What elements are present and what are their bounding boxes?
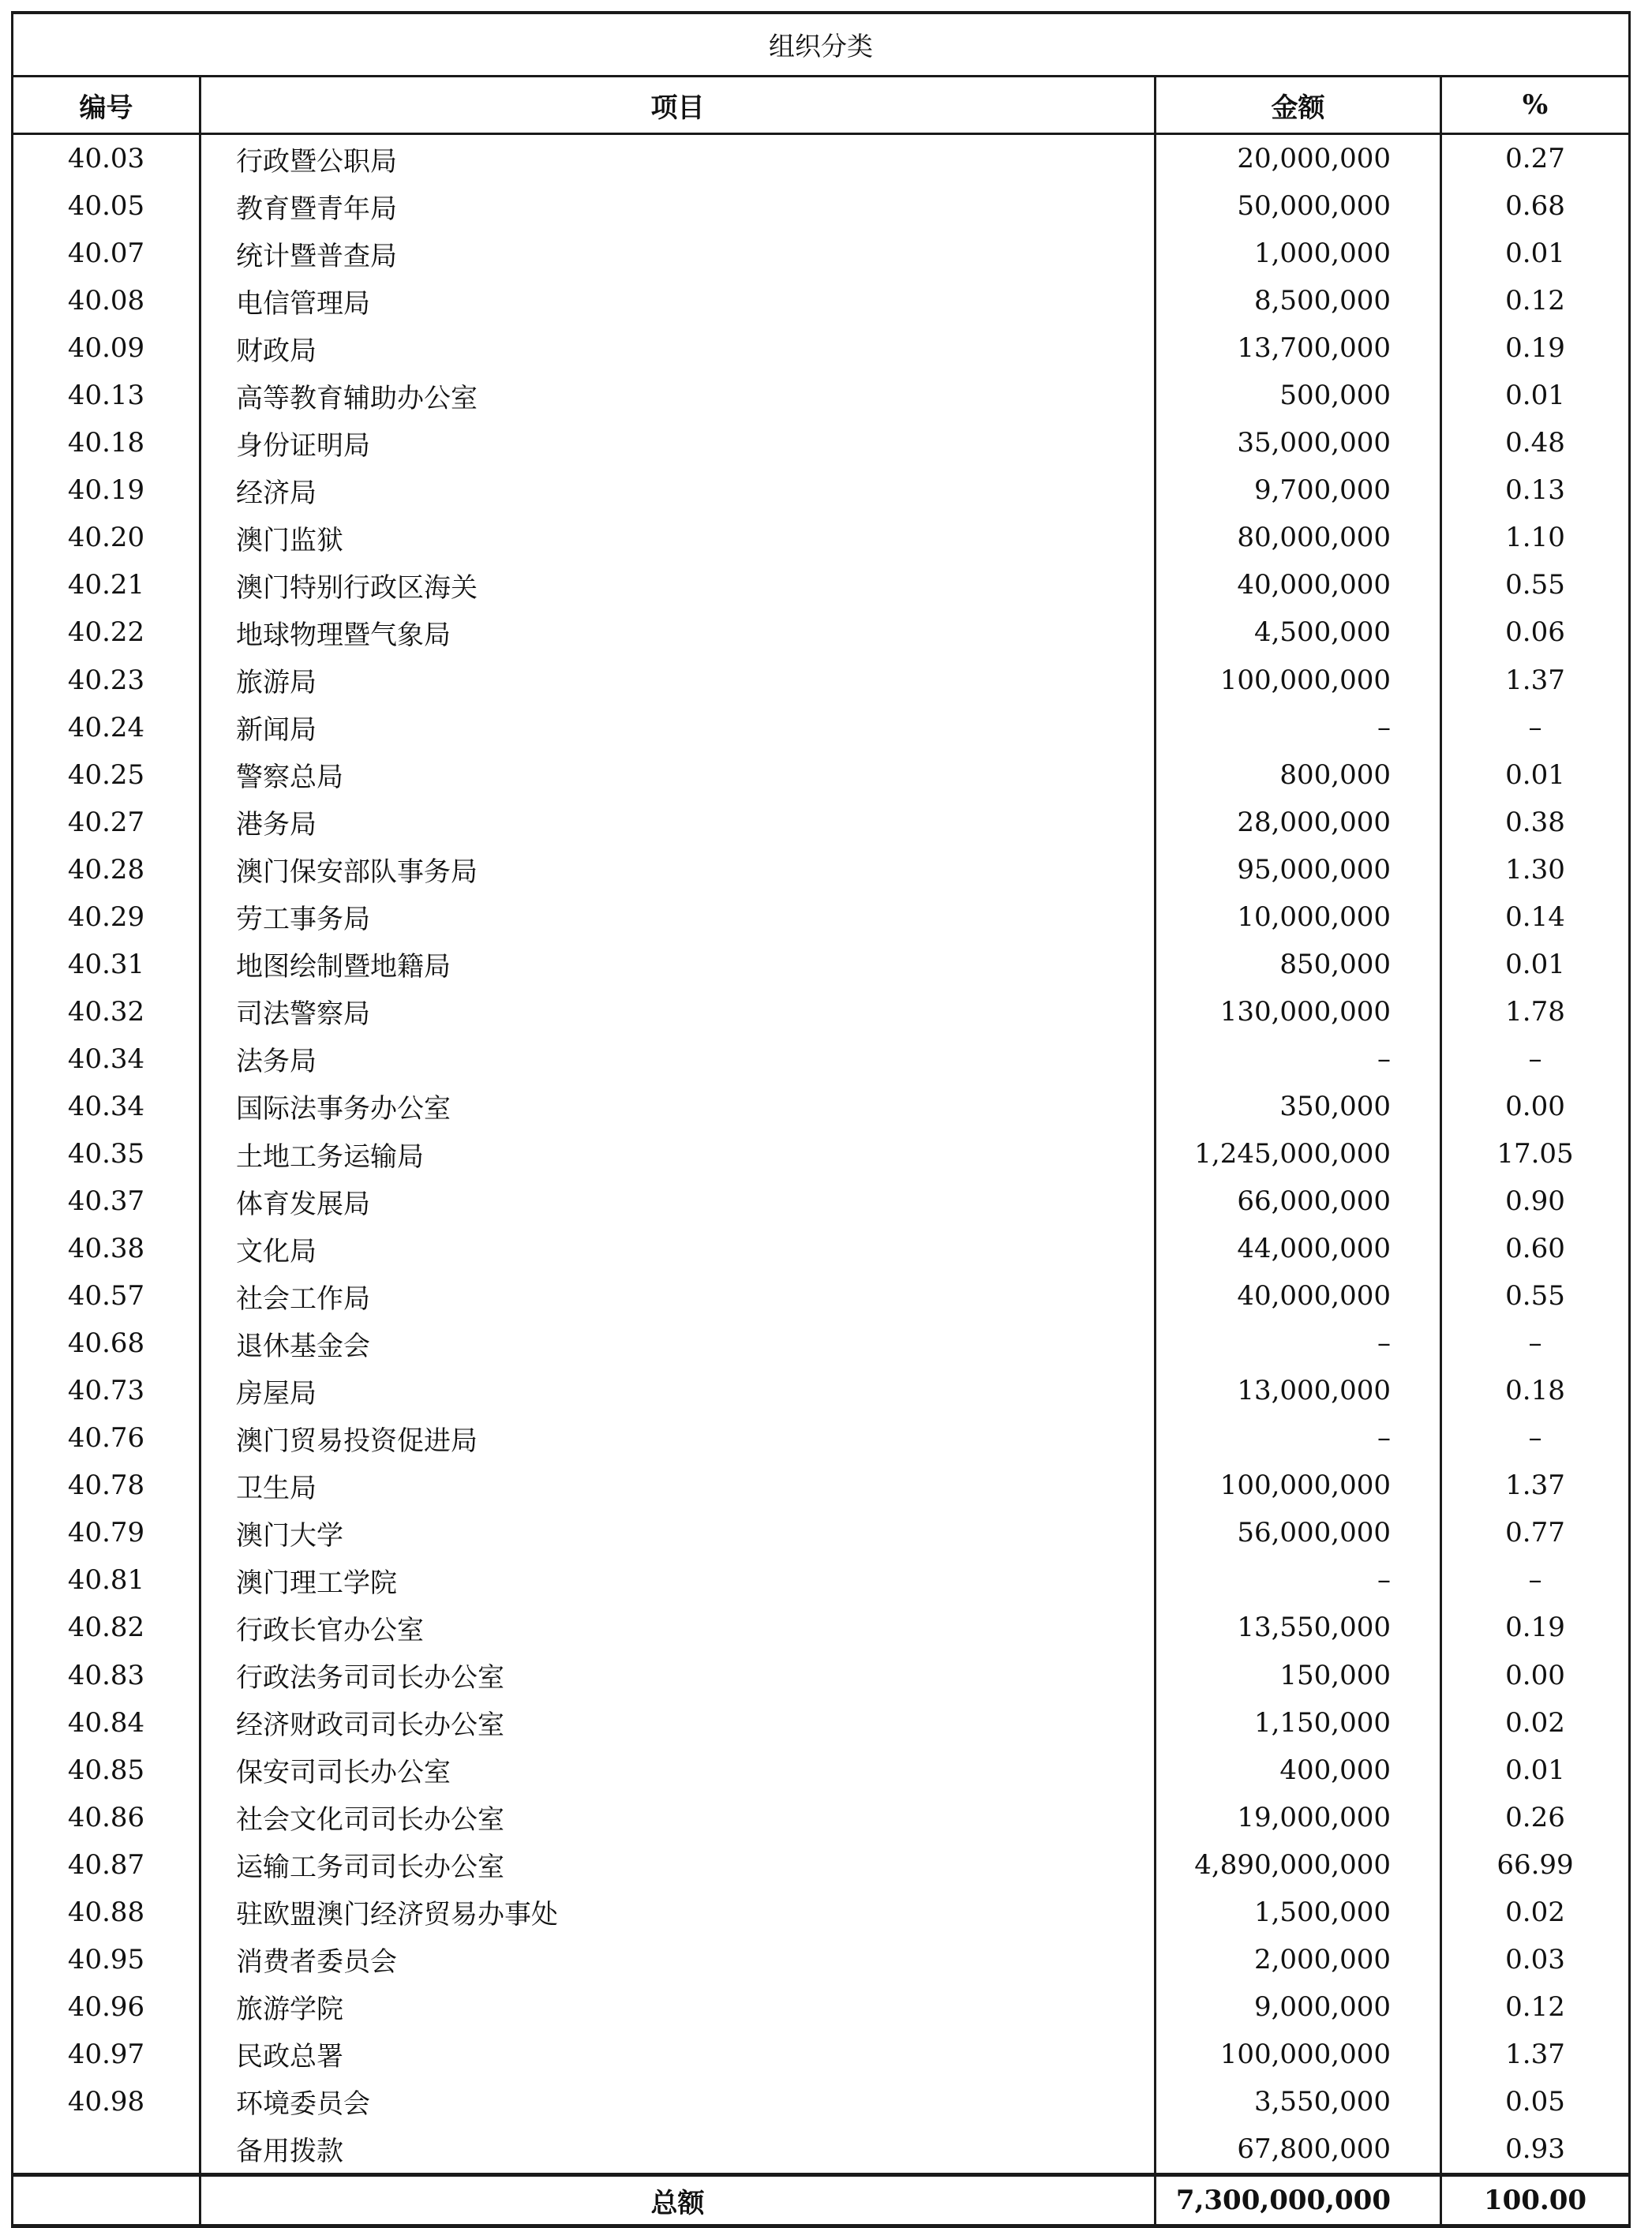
item-cell: 土地工务运输局	[200, 1130, 1156, 1178]
amount-cell: 66,000,000	[1156, 1178, 1441, 1225]
code-cell: 40.20	[13, 514, 200, 561]
table-row	[13, 1509, 1630, 1556]
table-row	[13, 419, 1630, 466]
amount-cell: 400,000	[1156, 1747, 1441, 1794]
percent-cell: 0.68	[1441, 182, 1630, 230]
item-cell: 经济局	[200, 466, 1156, 514]
code-cell: 40.19	[13, 466, 200, 514]
percent-cell: 0.19	[1441, 1604, 1630, 1651]
table-row	[13, 1083, 1630, 1130]
table-row	[13, 988, 1630, 1035]
code-cell: 40.57	[13, 1272, 200, 1320]
percent-cell: 1.37	[1441, 2031, 1630, 2078]
item-cell: 澳门特别行政区海关	[200, 561, 1156, 608]
amount-cell: 4,890,000,000	[1156, 1841, 1441, 1889]
code-cell: 40.08	[13, 277, 200, 324]
amount-cell: 130,000,000	[1156, 988, 1441, 1035]
code-cell: 40.31	[13, 941, 200, 988]
percent-cell: 17.05	[1441, 1130, 1630, 1178]
budget-table	[11, 11, 1631, 2228]
amount-cell: 3,550,000	[1156, 2078, 1441, 2125]
item-cell: 旅游学院	[200, 1983, 1156, 2031]
code-cell: 40.23	[13, 657, 200, 704]
code-cell: 40.13	[13, 372, 200, 419]
table-row	[13, 1983, 1630, 2031]
amount-cell: 95,000,000	[1156, 846, 1441, 893]
amount-cell: 56,000,000	[1156, 1509, 1441, 1556]
percent-cell: 0.60	[1441, 1225, 1630, 1272]
item-cell: 警察总局	[200, 751, 1156, 799]
table-row	[13, 514, 1630, 561]
code-cell: 40.22	[13, 608, 200, 656]
item-cell: 身份证明局	[200, 419, 1156, 466]
table-row	[13, 1367, 1630, 1414]
table-row	[13, 2031, 1630, 2078]
item-cell: 统计暨普查局	[200, 230, 1156, 277]
item-cell: 澳门监狱	[200, 514, 1156, 561]
table-row	[13, 230, 1630, 277]
table-row	[13, 1414, 1630, 1462]
table-row	[13, 1462, 1630, 1509]
header-amount: 金额	[1156, 77, 1441, 134]
item-cell: 社会工作局	[200, 1272, 1156, 1320]
code-cell: 40.34	[13, 1035, 200, 1083]
item-cell: 卫生局	[200, 1462, 1156, 1509]
item-cell: 司法警察局	[200, 988, 1156, 1035]
item-cell: 民政总署	[200, 2031, 1156, 2078]
amount-cell: 13,700,000	[1156, 324, 1441, 372]
table-row	[13, 893, 1630, 941]
amount-cell: 350,000	[1156, 1083, 1441, 1130]
code-cell: 40.09	[13, 324, 200, 372]
table-row	[13, 1130, 1630, 1178]
percent-cell: 0.27	[1441, 134, 1630, 183]
amount-cell: 50,000,000	[1156, 182, 1441, 230]
amount-cell: 100,000,000	[1156, 1462, 1441, 1509]
code-cell: 40.97	[13, 2031, 200, 2078]
amount-cell: 40,000,000	[1156, 1272, 1441, 1320]
header-item: 项目	[200, 77, 1156, 134]
table-row	[13, 561, 1630, 608]
table-row	[13, 324, 1630, 372]
item-cell: 澳门保安部队事务局	[200, 846, 1156, 893]
table-row	[13, 846, 1630, 893]
item-cell: 消费者委员会	[200, 1936, 1156, 1983]
percent-cell: 0.48	[1441, 419, 1630, 466]
total-amount: 7,300,000,000	[1156, 2175, 1441, 2226]
code-cell: 40.83	[13, 1652, 200, 1699]
table-row	[13, 2125, 1630, 2175]
item-cell: 澳门贸易投资促进局	[200, 1414, 1156, 1462]
item-cell: 经济财政司司长办公室	[200, 1699, 1156, 1747]
percent-cell: 1.10	[1441, 514, 1630, 561]
code-cell: 40.37	[13, 1178, 200, 1225]
total-row	[13, 2175, 1630, 2226]
item-cell: 电信管理局	[200, 277, 1156, 324]
amount-cell: 2,000,000	[1156, 1936, 1441, 1983]
table-row	[13, 657, 1630, 704]
percent-cell: –	[1441, 1556, 1630, 1604]
item-cell: 退休基金会	[200, 1320, 1156, 1367]
table-row	[13, 1936, 1630, 1983]
code-cell	[13, 2125, 200, 2175]
item-cell: 文化局	[200, 1225, 1156, 1272]
table-body	[13, 134, 1630, 2175]
percent-cell: 0.01	[1441, 751, 1630, 799]
item-cell: 地球物理暨气象局	[200, 608, 1156, 656]
code-cell: 40.34	[13, 1083, 200, 1130]
percent-cell: 0.18	[1441, 1367, 1630, 1414]
amount-cell: 150,000	[1156, 1652, 1441, 1699]
code-cell: 40.24	[13, 704, 200, 751]
amount-cell: 1,000,000	[1156, 230, 1441, 277]
percent-cell: 0.90	[1441, 1178, 1630, 1225]
percent-cell: 0.01	[1441, 372, 1630, 419]
code-cell: 40.68	[13, 1320, 200, 1367]
table-row	[13, 941, 1630, 988]
amount-cell: –	[1156, 1320, 1441, 1367]
amount-cell: 9,700,000	[1156, 466, 1441, 514]
table-title: 组织分类	[13, 13, 1630, 77]
item-cell: 新闻局	[200, 704, 1156, 751]
amount-cell: –	[1156, 1035, 1441, 1083]
code-cell: 40.25	[13, 751, 200, 799]
percent-cell: 0.26	[1441, 1794, 1630, 1841]
table-row	[13, 372, 1630, 419]
header-code: 编号	[13, 77, 200, 134]
percent-cell: 0.12	[1441, 277, 1630, 324]
item-cell: 旅游局	[200, 657, 1156, 704]
title-row	[13, 13, 1630, 77]
amount-cell: 4,500,000	[1156, 608, 1441, 656]
item-cell: 高等教育辅助办公室	[200, 372, 1156, 419]
table-row	[13, 751, 1630, 799]
item-cell: 行政长官办公室	[200, 1604, 1156, 1651]
percent-cell: –	[1441, 1414, 1630, 1462]
item-cell: 环境委员会	[200, 2078, 1156, 2125]
amount-cell: 13,000,000	[1156, 1367, 1441, 1414]
percent-cell: 1.78	[1441, 988, 1630, 1035]
percent-cell: 0.55	[1441, 1272, 1630, 1320]
total-percent: 100.00	[1441, 2175, 1630, 2226]
table-row	[13, 1225, 1630, 1272]
item-cell: 地图绘制暨地籍局	[200, 941, 1156, 988]
header-percent: %	[1441, 77, 1630, 134]
code-cell: 40.28	[13, 846, 200, 893]
amount-cell: 1,150,000	[1156, 1699, 1441, 1747]
item-cell: 国际法事务办公室	[200, 1083, 1156, 1130]
item-cell: 驻欧盟澳门经济贸易办事处	[200, 1889, 1156, 1936]
code-cell: 40.95	[13, 1936, 200, 1983]
percent-cell: 0.13	[1441, 466, 1630, 514]
percent-cell: 0.55	[1441, 561, 1630, 608]
amount-cell: 1,500,000	[1156, 1889, 1441, 1936]
percent-cell: 0.00	[1441, 1652, 1630, 1699]
item-cell: 社会文化司司长办公室	[200, 1794, 1156, 1841]
percent-cell: –	[1441, 1320, 1630, 1367]
table-row	[13, 2078, 1630, 2125]
percent-cell: 0.01	[1441, 230, 1630, 277]
code-cell: 40.03	[13, 134, 200, 183]
table-row	[13, 1604, 1630, 1651]
item-cell: 教育暨青年局	[200, 182, 1156, 230]
item-cell: 法务局	[200, 1035, 1156, 1083]
percent-cell: 0.01	[1441, 1747, 1630, 1794]
percent-cell: 0.01	[1441, 941, 1630, 988]
amount-cell: 10,000,000	[1156, 893, 1441, 941]
percent-cell: 0.06	[1441, 608, 1630, 656]
code-cell: 40.27	[13, 799, 200, 846]
percent-cell: 1.37	[1441, 657, 1630, 704]
percent-cell: 0.14	[1441, 893, 1630, 941]
percent-cell: 1.37	[1441, 1462, 1630, 1509]
amount-cell: –	[1156, 1556, 1441, 1604]
table-row	[13, 134, 1630, 183]
code-cell: 40.86	[13, 1794, 200, 1841]
amount-cell: –	[1156, 1414, 1441, 1462]
amount-cell: 35,000,000	[1156, 419, 1441, 466]
item-cell: 运输工务司司长办公室	[200, 1841, 1156, 1889]
code-cell: 40.78	[13, 1462, 200, 1509]
percent-cell: 0.38	[1441, 799, 1630, 846]
amount-cell: 1,245,000,000	[1156, 1130, 1441, 1178]
percent-cell: 0.12	[1441, 1983, 1630, 2031]
table-row	[13, 1841, 1630, 1889]
amount-cell: 100,000,000	[1156, 2031, 1441, 2078]
percent-cell: 0.03	[1441, 1936, 1630, 1983]
amount-cell: 28,000,000	[1156, 799, 1441, 846]
percent-cell: 0.02	[1441, 1889, 1630, 1936]
amount-cell: 19,000,000	[1156, 1794, 1441, 1841]
item-cell: 体育发展局	[200, 1178, 1156, 1225]
percent-cell: 0.02	[1441, 1699, 1630, 1747]
code-cell: 40.96	[13, 1983, 200, 2031]
item-cell: 财政局	[200, 324, 1156, 372]
amount-cell: 100,000,000	[1156, 657, 1441, 704]
code-cell: 40.29	[13, 893, 200, 941]
amount-cell: 40,000,000	[1156, 561, 1441, 608]
table-row	[13, 1320, 1630, 1367]
code-cell: 40.38	[13, 1225, 200, 1272]
table-row	[13, 277, 1630, 324]
code-cell: 40.18	[13, 419, 200, 466]
code-cell: 40.81	[13, 1556, 200, 1604]
code-cell: 40.73	[13, 1367, 200, 1414]
code-cell: 40.85	[13, 1747, 200, 1794]
item-cell: 澳门理工学院	[200, 1556, 1156, 1604]
amount-cell: 80,000,000	[1156, 514, 1441, 561]
amount-cell: 500,000	[1156, 372, 1441, 419]
table-row	[13, 1747, 1630, 1794]
code-cell: 40.35	[13, 1130, 200, 1178]
code-cell: 40.07	[13, 230, 200, 277]
code-cell: 40.82	[13, 1604, 200, 1651]
table-row	[13, 608, 1630, 656]
table-row	[13, 182, 1630, 230]
total-label: 总额	[200, 2175, 1156, 2226]
code-cell: 40.32	[13, 988, 200, 1035]
item-cell: 备用拨款	[200, 2125, 1156, 2175]
code-cell: 40.79	[13, 1509, 200, 1556]
code-cell: 40.21	[13, 561, 200, 608]
table-row	[13, 1889, 1630, 1936]
amount-cell: 67,800,000	[1156, 2125, 1441, 2175]
item-cell: 行政暨公职局	[200, 134, 1156, 183]
percent-cell: 0.19	[1441, 324, 1630, 372]
percent-cell: 0.93	[1441, 2125, 1630, 2175]
code-cell: 40.98	[13, 2078, 200, 2125]
amount-cell: 13,550,000	[1156, 1604, 1441, 1651]
amount-cell: 850,000	[1156, 941, 1441, 988]
code-cell: 40.87	[13, 1841, 200, 1889]
percent-cell: 66.99	[1441, 1841, 1630, 1889]
item-cell: 劳工事务局	[200, 893, 1156, 941]
percent-cell: –	[1441, 1035, 1630, 1083]
amount-cell: 9,000,000	[1156, 1983, 1441, 2031]
percent-cell: 0.00	[1441, 1083, 1630, 1130]
amount-cell: 20,000,000	[1156, 134, 1441, 183]
table-row	[13, 1699, 1630, 1747]
table-row	[13, 1652, 1630, 1699]
total-code-cell	[13, 2175, 200, 2226]
item-cell: 行政法务司司长办公室	[200, 1652, 1156, 1699]
table-row	[13, 799, 1630, 846]
percent-cell: 1.30	[1441, 846, 1630, 893]
amount-cell: –	[1156, 704, 1441, 751]
code-cell: 40.88	[13, 1889, 200, 1936]
header-row	[13, 77, 1630, 134]
amount-cell: 8,500,000	[1156, 277, 1441, 324]
code-cell: 40.84	[13, 1699, 200, 1747]
code-cell: 40.76	[13, 1414, 200, 1462]
table-row	[13, 1178, 1630, 1225]
item-cell: 澳门大学	[200, 1509, 1156, 1556]
percent-cell: 0.05	[1441, 2078, 1630, 2125]
table-row	[13, 704, 1630, 751]
percent-cell: 0.77	[1441, 1509, 1630, 1556]
table-row	[13, 1272, 1630, 1320]
code-cell: 40.05	[13, 182, 200, 230]
table-row	[13, 1035, 1630, 1083]
table-row	[13, 466, 1630, 514]
percent-cell: –	[1441, 704, 1630, 751]
item-cell: 港务局	[200, 799, 1156, 846]
amount-cell: 800,000	[1156, 751, 1441, 799]
item-cell: 保安司司长办公室	[200, 1747, 1156, 1794]
table-row	[13, 1794, 1630, 1841]
amount-cell: 44,000,000	[1156, 1225, 1441, 1272]
item-cell: 房屋局	[200, 1367, 1156, 1414]
table-row	[13, 1556, 1630, 1604]
